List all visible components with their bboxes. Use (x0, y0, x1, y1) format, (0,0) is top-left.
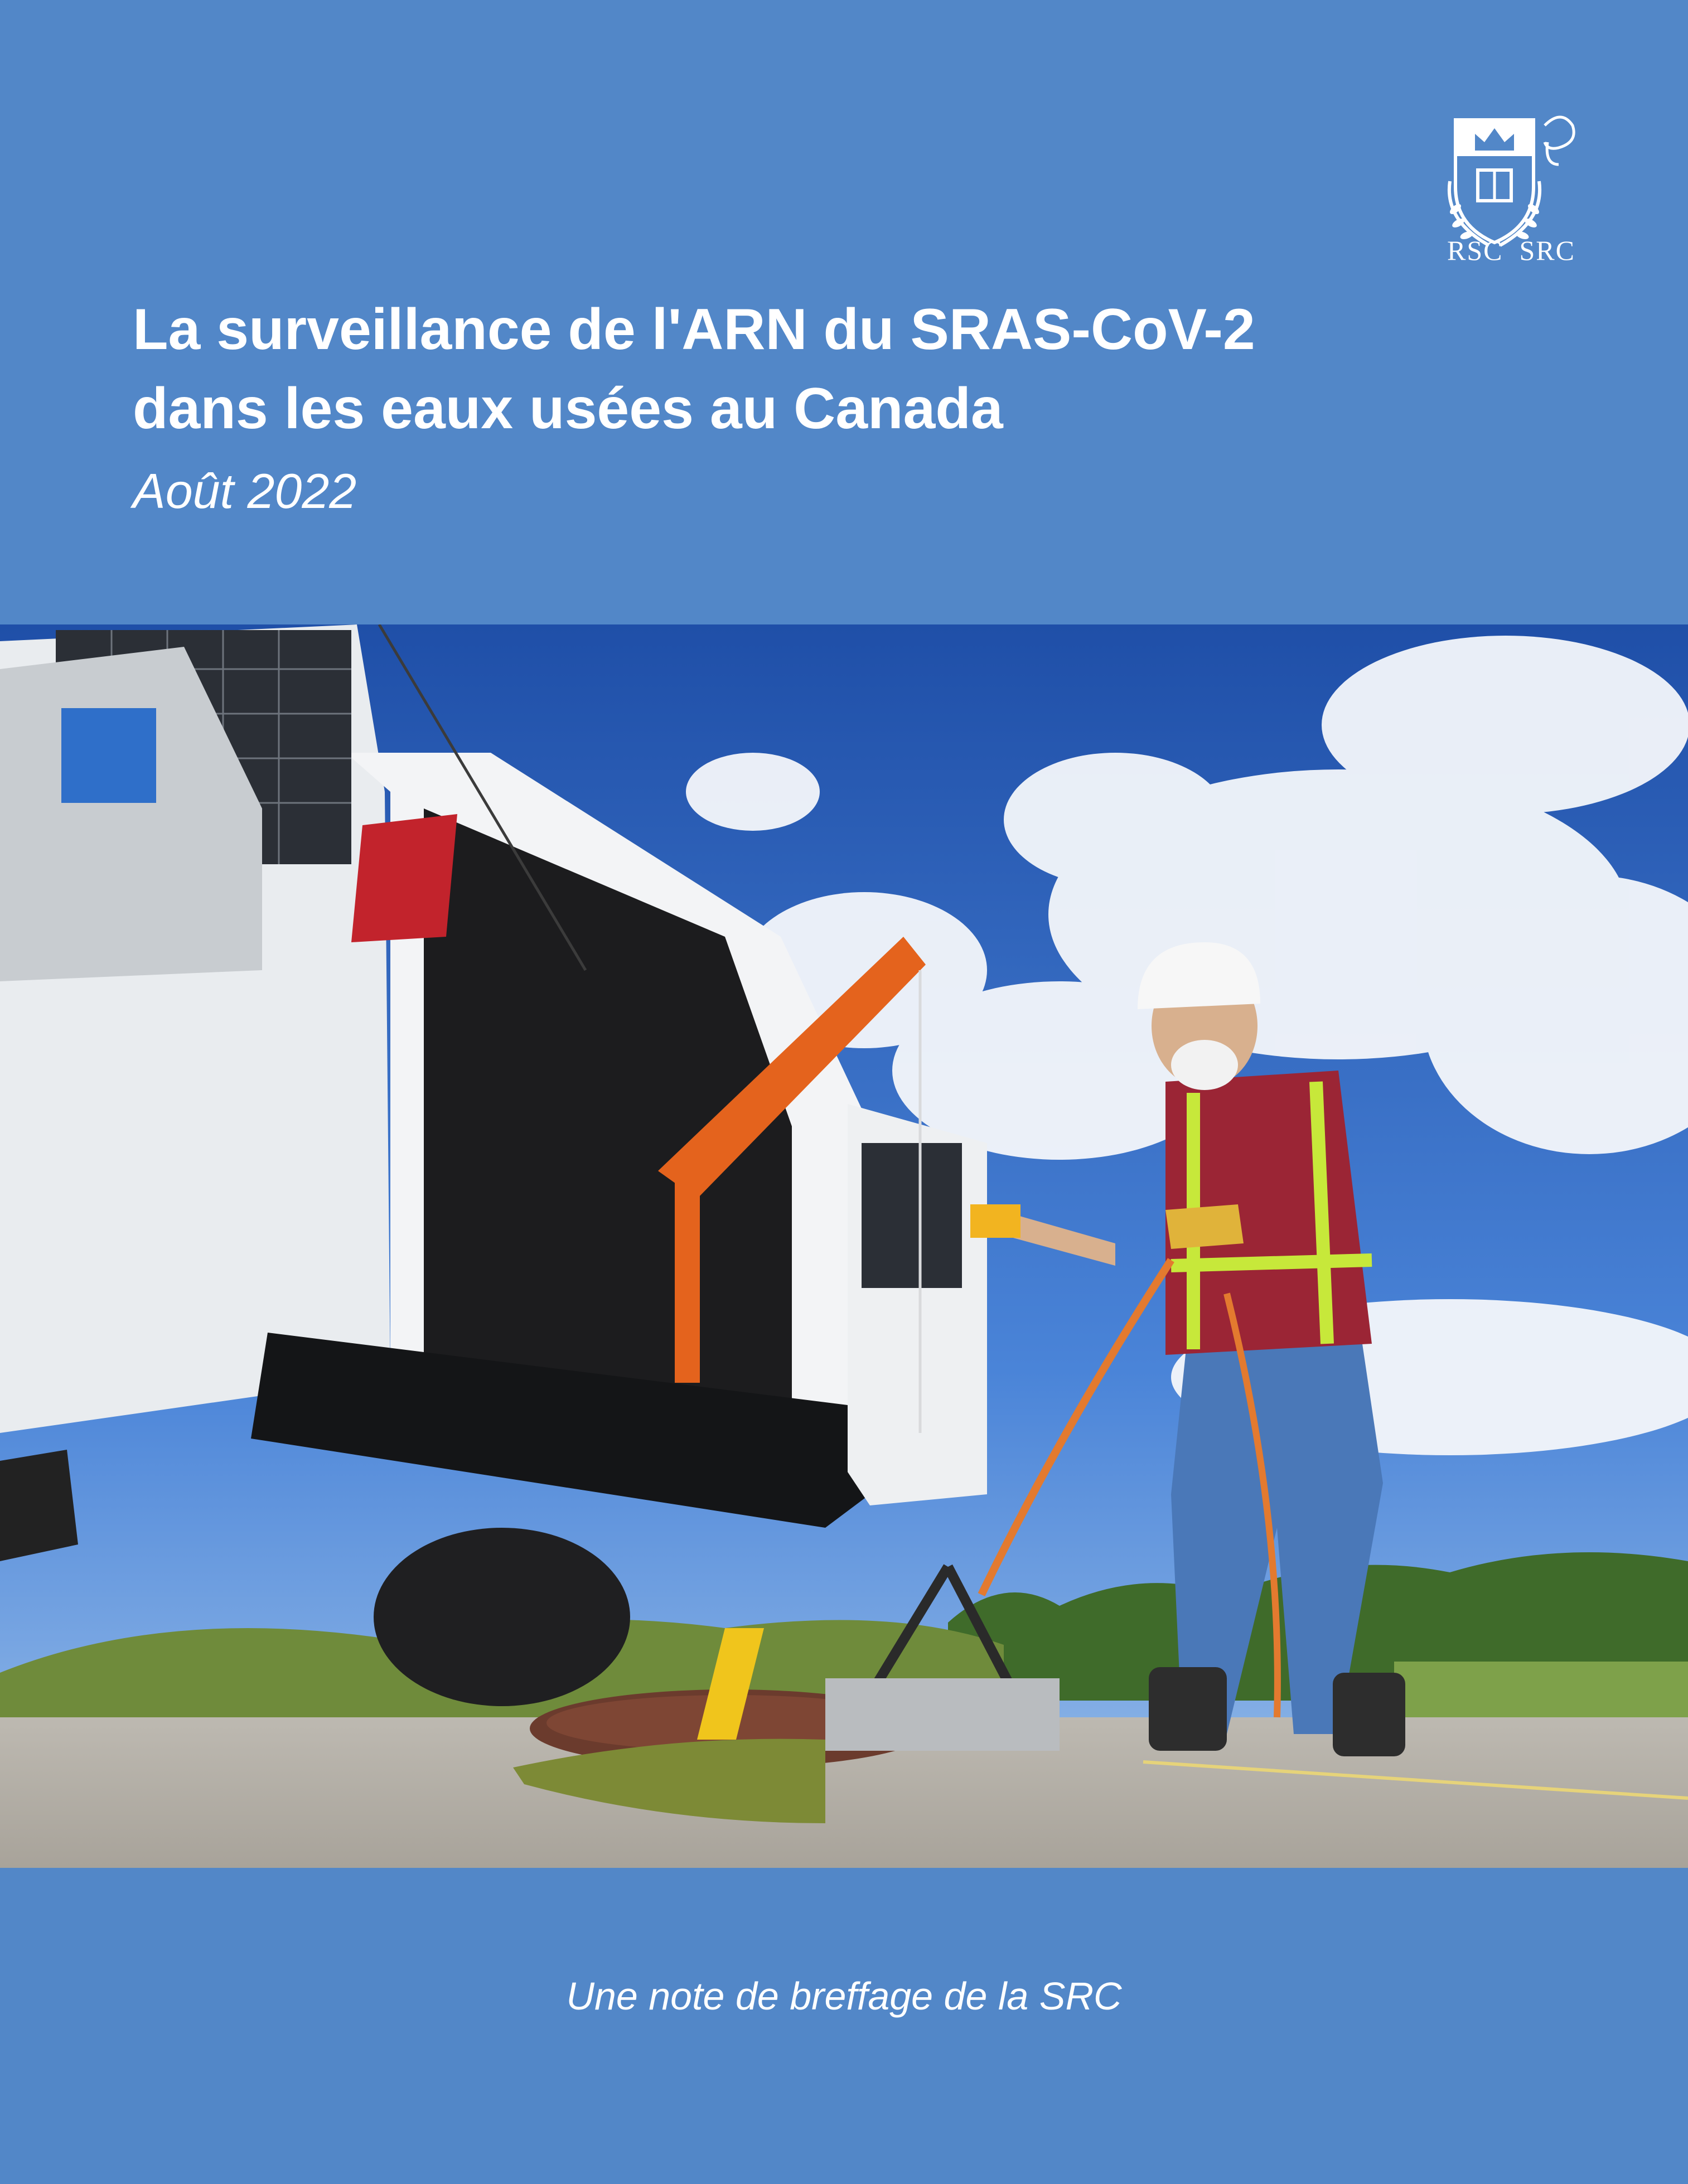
logo-text-src: SRC (1519, 235, 1576, 266)
title-line-2: dans les eaux usées au Canada (133, 376, 1003, 441)
title-line-1: La surveillance de l'ARN du SRAS-CoV-2 (133, 297, 1255, 362)
logo-text-rsc: RSC (1447, 235, 1503, 266)
logo-wordmark (1433, 234, 1589, 267)
page-title (133, 290, 1360, 448)
briefing-note-tagline: Une note de breffage de la SRC (566, 1974, 1122, 2018)
wastewater-sampling-photo (0, 624, 1688, 1868)
cover-footer (0, 1868, 1688, 2184)
publication-date: Août 2022 (133, 463, 357, 519)
